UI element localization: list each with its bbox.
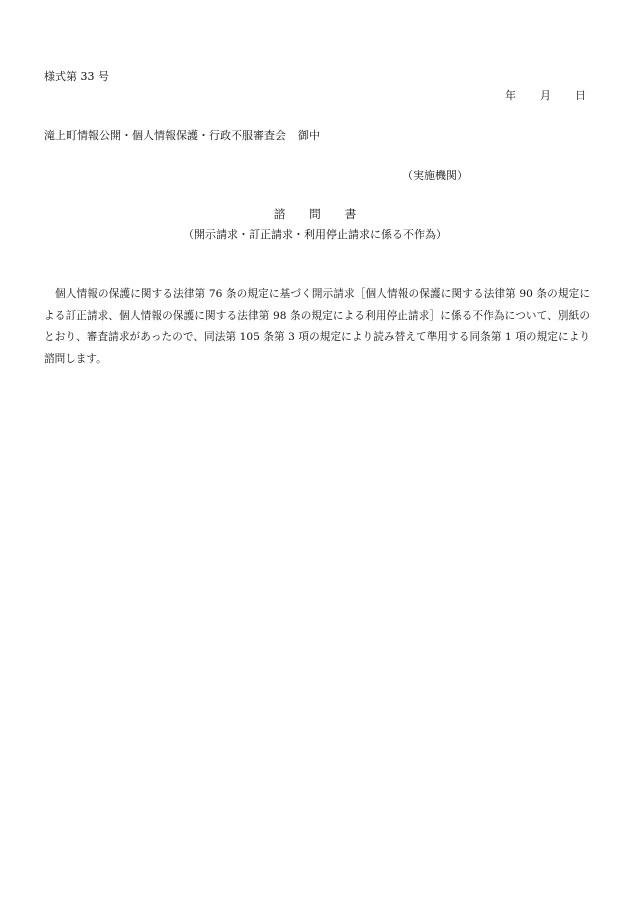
document-subtitle: （開示請求・訂正請求・利用停止請求に係る不作為） bbox=[183, 228, 447, 241]
agency-label: （実施機関） bbox=[402, 169, 468, 182]
addressee bbox=[44, 127, 320, 143]
title-char-2: 問 bbox=[309, 207, 321, 221]
title-char-1: 諮 bbox=[273, 207, 286, 221]
date-month-label: 月 bbox=[540, 89, 551, 102]
addressee-honorific: 御中 bbox=[298, 129, 320, 142]
body-paragraph: 個人情報の保護に関する法律第 76 条の規定に基づく開示請求［個人情報の保護に関する法律第 90 条の規定による訂正請求、個人情報の保護に関する法律第 98 条の規定による利用停止請求］に係る不作為について、別紙のとおり、審査請求があったので、同法第 105 条第 3 項の規定により読み替えて準用する同条第 1 項の規定により諮問します。 bbox=[44, 288, 590, 365]
title-char-3: 書 bbox=[344, 207, 357, 221]
date-day-label: 日 bbox=[575, 89, 586, 102]
document-title bbox=[0, 206, 630, 222]
form-number: 様式第 33 号 bbox=[44, 70, 109, 83]
date-line bbox=[505, 87, 586, 103]
addressee-name: 滝上町情報公開・個人情報保護・行政不服審査会 bbox=[44, 129, 286, 142]
date-year-label: 年 bbox=[505, 89, 516, 102]
